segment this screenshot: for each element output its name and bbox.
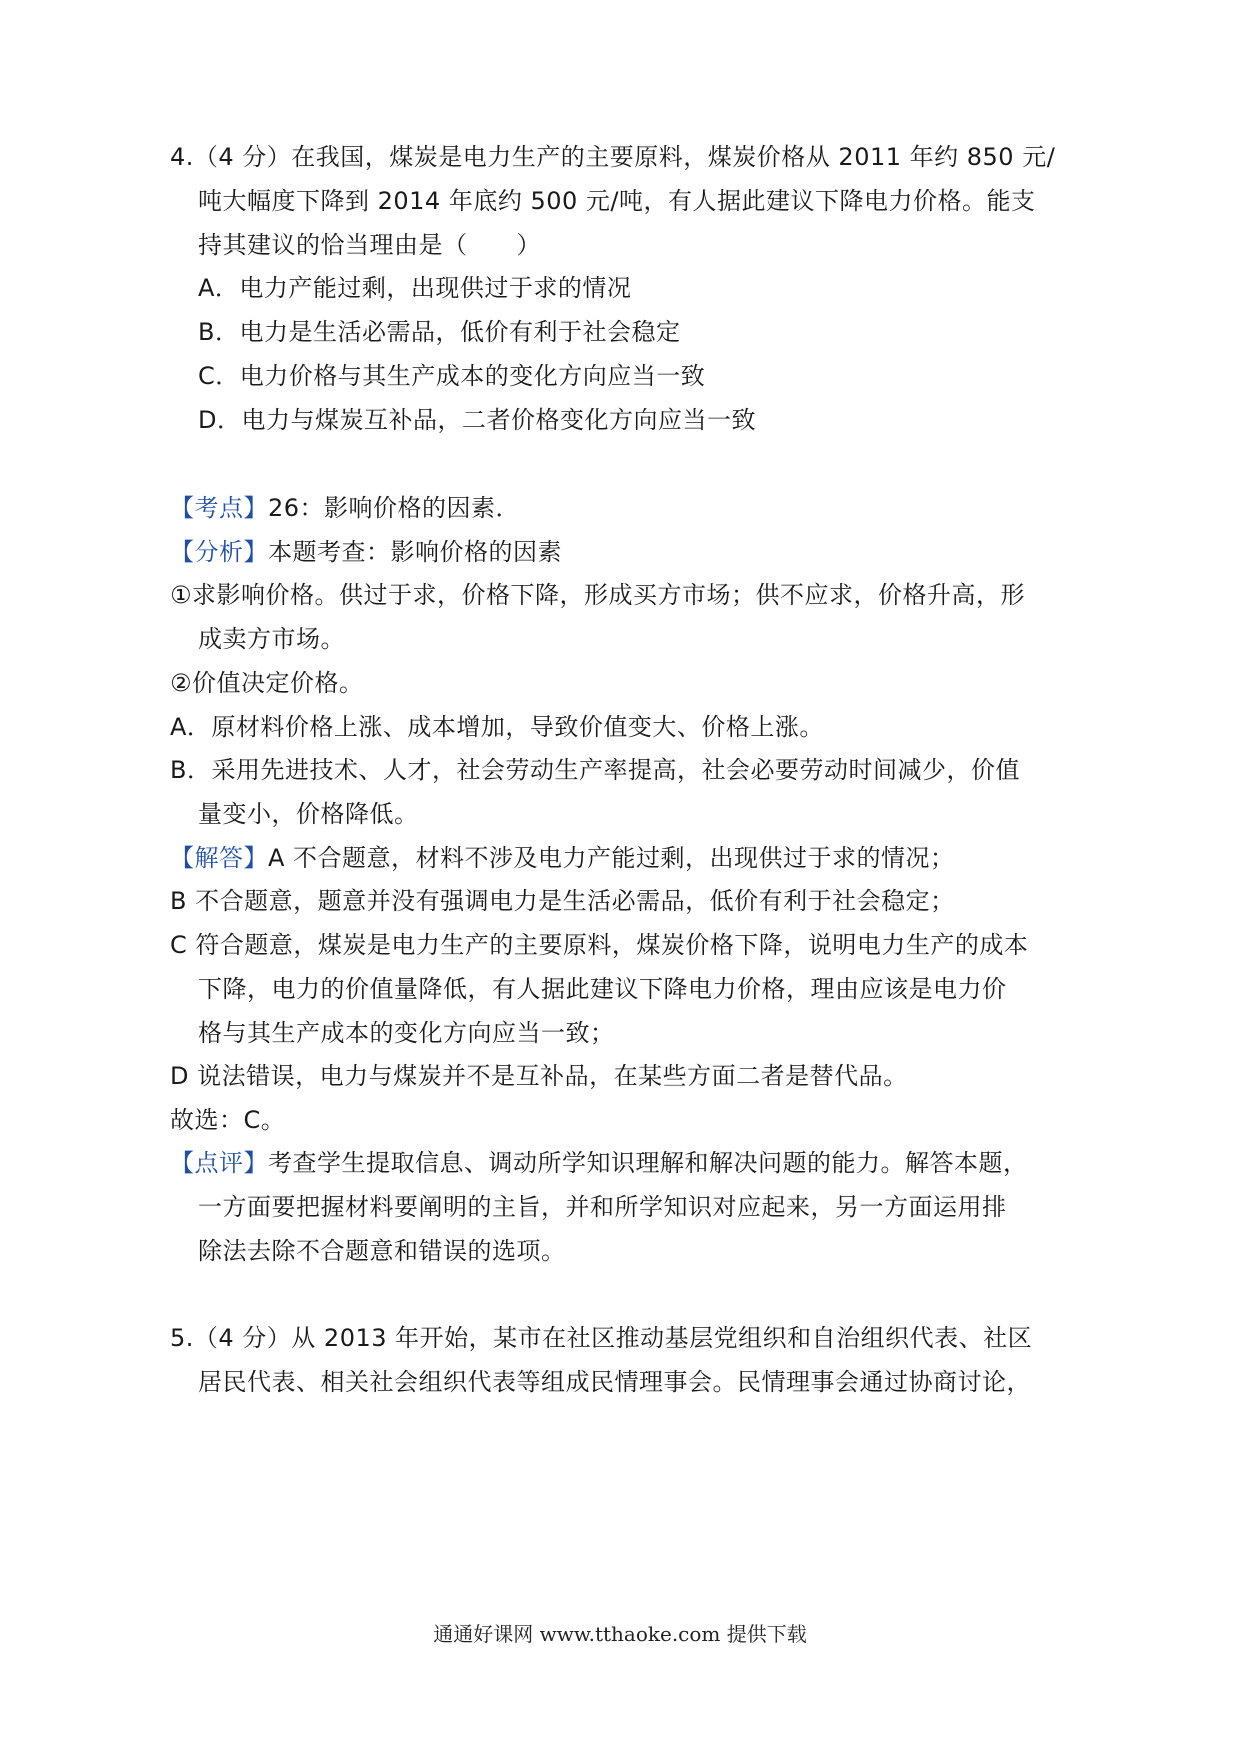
jieda-line-4: 格与其生产成本的变化方向应当一致；	[198, 1019, 615, 1047]
fenxi-tag: 【分析】	[170, 538, 268, 566]
q4-option-a: A．电力产能过剩，出现供过于求的情况	[198, 274, 632, 302]
q4-option-c: C．电力价格与其生产成本的变化方向应当一致	[198, 362, 706, 390]
jieda-line-3: 下降，电力的价值量降低，有人据此建议下降电力价格，理由应该是电力价	[198, 975, 1007, 1003]
dianping-row	[170, 1146, 1028, 1180]
q4-stem-line-2: 吨大幅度下降到 2014 年底约 500 元/吨，有人据此建议下降电力价格。能支	[198, 187, 1036, 215]
dianping-tag: 【点评】	[170, 1149, 268, 1177]
page-footer: 通通好课网 www.tthaoke.com 提供下载	[433, 1622, 807, 1646]
jieda-text: A 不合题意，材料不涉及电力产能过剩，出现供过于求的情况；	[268, 844, 955, 872]
q4-stem-line-3: 持其建议的恰当理由是（ ）	[198, 231, 541, 259]
dianping-text: 考查学生提取信息、调动所学知识理解和解决问题的能力。解答本题，	[268, 1149, 1028, 1177]
dianping-line-1: 一方面要把握材料要阐明的主旨，并和所学知识对应起来，另一方面运用排	[198, 1193, 1007, 1221]
jieda-tag: 【解答】	[170, 844, 268, 872]
fenxi-line-1: ①求影响价格。供过于求，价格下降，形成买方市场；供不应求，价格升高，形	[170, 581, 1026, 609]
q4-stem-line-1: 4.（4 分）在我国，煤炭是电力生产的主要原料，煤炭价格从 2011 年约 850 元/	[170, 143, 1056, 171]
fenxi-line-3: ②价值决定价格。	[170, 669, 364, 697]
kaodian-text: 26：影响价格的因素．	[268, 494, 521, 522]
kaodian-tag: 【考点】	[170, 494, 268, 522]
q4-option-d: D．电力与煤炭互补品，二者价格变化方向应当一致	[198, 406, 756, 434]
fenxi-text: 本题考查：影响价格的因素	[268, 538, 562, 566]
jieda-row	[170, 841, 955, 875]
fenxi-row	[170, 535, 562, 569]
fenxi-line-4: A．原材料价格上涨、成本增加，导致价值变大、价格上涨。	[170, 713, 824, 741]
jieda-line-1: B 不合题意，题意并没有强调电力是生活必需品，低价有利于社会稳定；	[170, 887, 955, 915]
fenxi-line-2: 成卖方市场。	[198, 625, 345, 653]
jieda-line-6: 故选：C。	[170, 1106, 286, 1134]
fenxi-line-5: B．采用先进技术、人才，社会劳动生产率提高，社会必要劳动时间减少，价值	[170, 756, 1020, 784]
q5-stem-line-2: 居民代表、相关社会组织代表等组成民情理事会。民情理事会通过协商讨论，	[198, 1368, 1031, 1396]
jieda-line-2: C 符合题意，煤炭是电力生产的主要原料，煤炭价格下降，说明电力生产的成本	[170, 931, 1029, 959]
kaodian-row	[170, 491, 520, 525]
dianping-line-2: 除法去除不合题意和错误的选项。	[198, 1237, 566, 1265]
q5-stem-line-1: 5.（4 分）从 2013 年开始，某市在社区推动基层党组织和自治组织代表、社区	[170, 1324, 1033, 1352]
q4-option-b: B．电力是生活必需品，低价有利于社会稳定	[198, 318, 681, 346]
fenxi-line-6: 量变小，价格降低。	[198, 800, 419, 828]
jieda-line-5: D 说法错误，电力与煤炭并不是互补品，在某些方面二者是替代品。	[170, 1062, 908, 1090]
